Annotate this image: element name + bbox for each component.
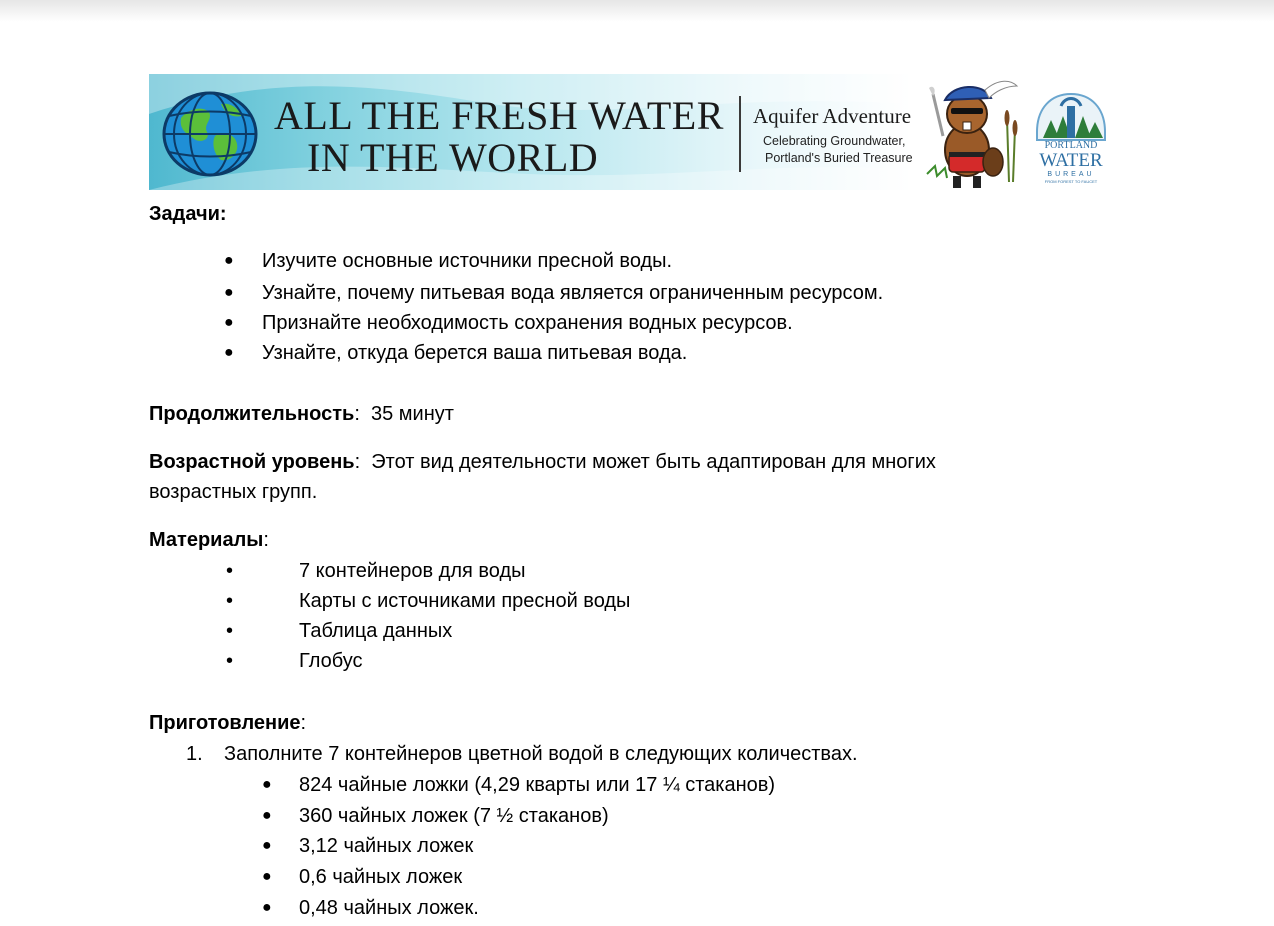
material-item: Таблица данных <box>299 620 453 642</box>
step-text: Заполните 7 контейнеров цветной водой в следующих количествах. <box>224 743 858 765</box>
banner-title-line1: ALL THE FRESH WATER <box>274 93 724 138</box>
material-item: Глобус <box>299 650 363 672</box>
aquifer-subtitle-1: Celebrating Groundwater, <box>763 134 906 148</box>
amount-item: 824 чайные ложки (4,29 кварты или 17 ¼ стаканов) <box>299 774 776 796</box>
amount-item: 0,6 чайных ложек <box>299 866 463 888</box>
logo-text-water: WATER <box>1039 150 1103 171</box>
bullet-icon: ● <box>262 776 272 793</box>
logo-text-portland: PORTLAND <box>1044 140 1098 151</box>
preparation-separator: : <box>300 712 307 734</box>
bullet-icon: ● <box>224 284 234 301</box>
duration-label: Продолжительность <box>149 403 355 425</box>
material-item: Карты с источниками пресной воды <box>299 590 631 612</box>
bullet-icon: ● <box>262 807 272 824</box>
duration-line <box>149 402 454 426</box>
materials-heading <box>149 528 269 552</box>
amount-item: 360 чайных ложек (7 ½ стаканов) <box>299 805 609 827</box>
logo-text-tagline: FROM FOREST TO FAUCET <box>1044 179 1098 184</box>
material-item: 7 контейнеров для воды <box>299 560 526 582</box>
objective-item: Узнайте, почему питьевая вода является ограниченным ресурсом. <box>262 282 884 304</box>
bullet-icon: ● <box>262 899 272 916</box>
bullet-icon: • <box>226 590 234 612</box>
bullet-icon: ● <box>224 314 234 331</box>
bullet-icon: ● <box>224 344 234 361</box>
age-separator: : <box>354 451 361 473</box>
objective-item: Изучите основные источники пресной воды. <box>262 250 673 272</box>
objective-item: Признайте необходимость сохранения водных ресурсов. <box>262 312 793 334</box>
age-label: Возрастной уровень <box>149 451 355 473</box>
amount-item: 3,12 чайных ложек <box>299 835 474 857</box>
aquifer-title: Aquifer Adventure <box>753 104 912 128</box>
objectives-heading: Задачи: <box>149 203 227 225</box>
bullet-icon: • <box>226 620 234 642</box>
age-line <box>149 450 936 474</box>
bullet-icon: • <box>226 650 234 672</box>
age-value-line1: Этот вид деятельности может быть адаптирован для многих <box>371 451 936 473</box>
bullet-icon: ● <box>262 837 272 854</box>
preparation-label: Приготовление <box>149 712 301 734</box>
bullet-icon: ● <box>262 868 272 885</box>
preparation-heading <box>149 711 306 735</box>
bullet-icon: • <box>226 560 234 582</box>
materials-label: Материалы <box>149 529 264 551</box>
duration-value: 35 минут <box>371 403 454 425</box>
age-value-line2: возрастных групп. <box>149 481 318 503</box>
banner-title-line2: IN THE WORLD <box>307 135 599 180</box>
logo-text-bureau: BUREAU <box>1047 171 1095 178</box>
aquifer-subtitle-2: Portland's Buried Treasure <box>765 151 913 165</box>
bullet-icon: ● <box>224 252 234 269</box>
amount-item: 0,48 чайных ложек. <box>299 897 479 919</box>
materials-separator: : <box>263 529 269 551</box>
duration-separator: : <box>354 403 360 425</box>
objective-item: Узнайте, откуда берется ваша питьевая вода. <box>262 342 688 364</box>
step-number: 1. <box>186 743 203 765</box>
